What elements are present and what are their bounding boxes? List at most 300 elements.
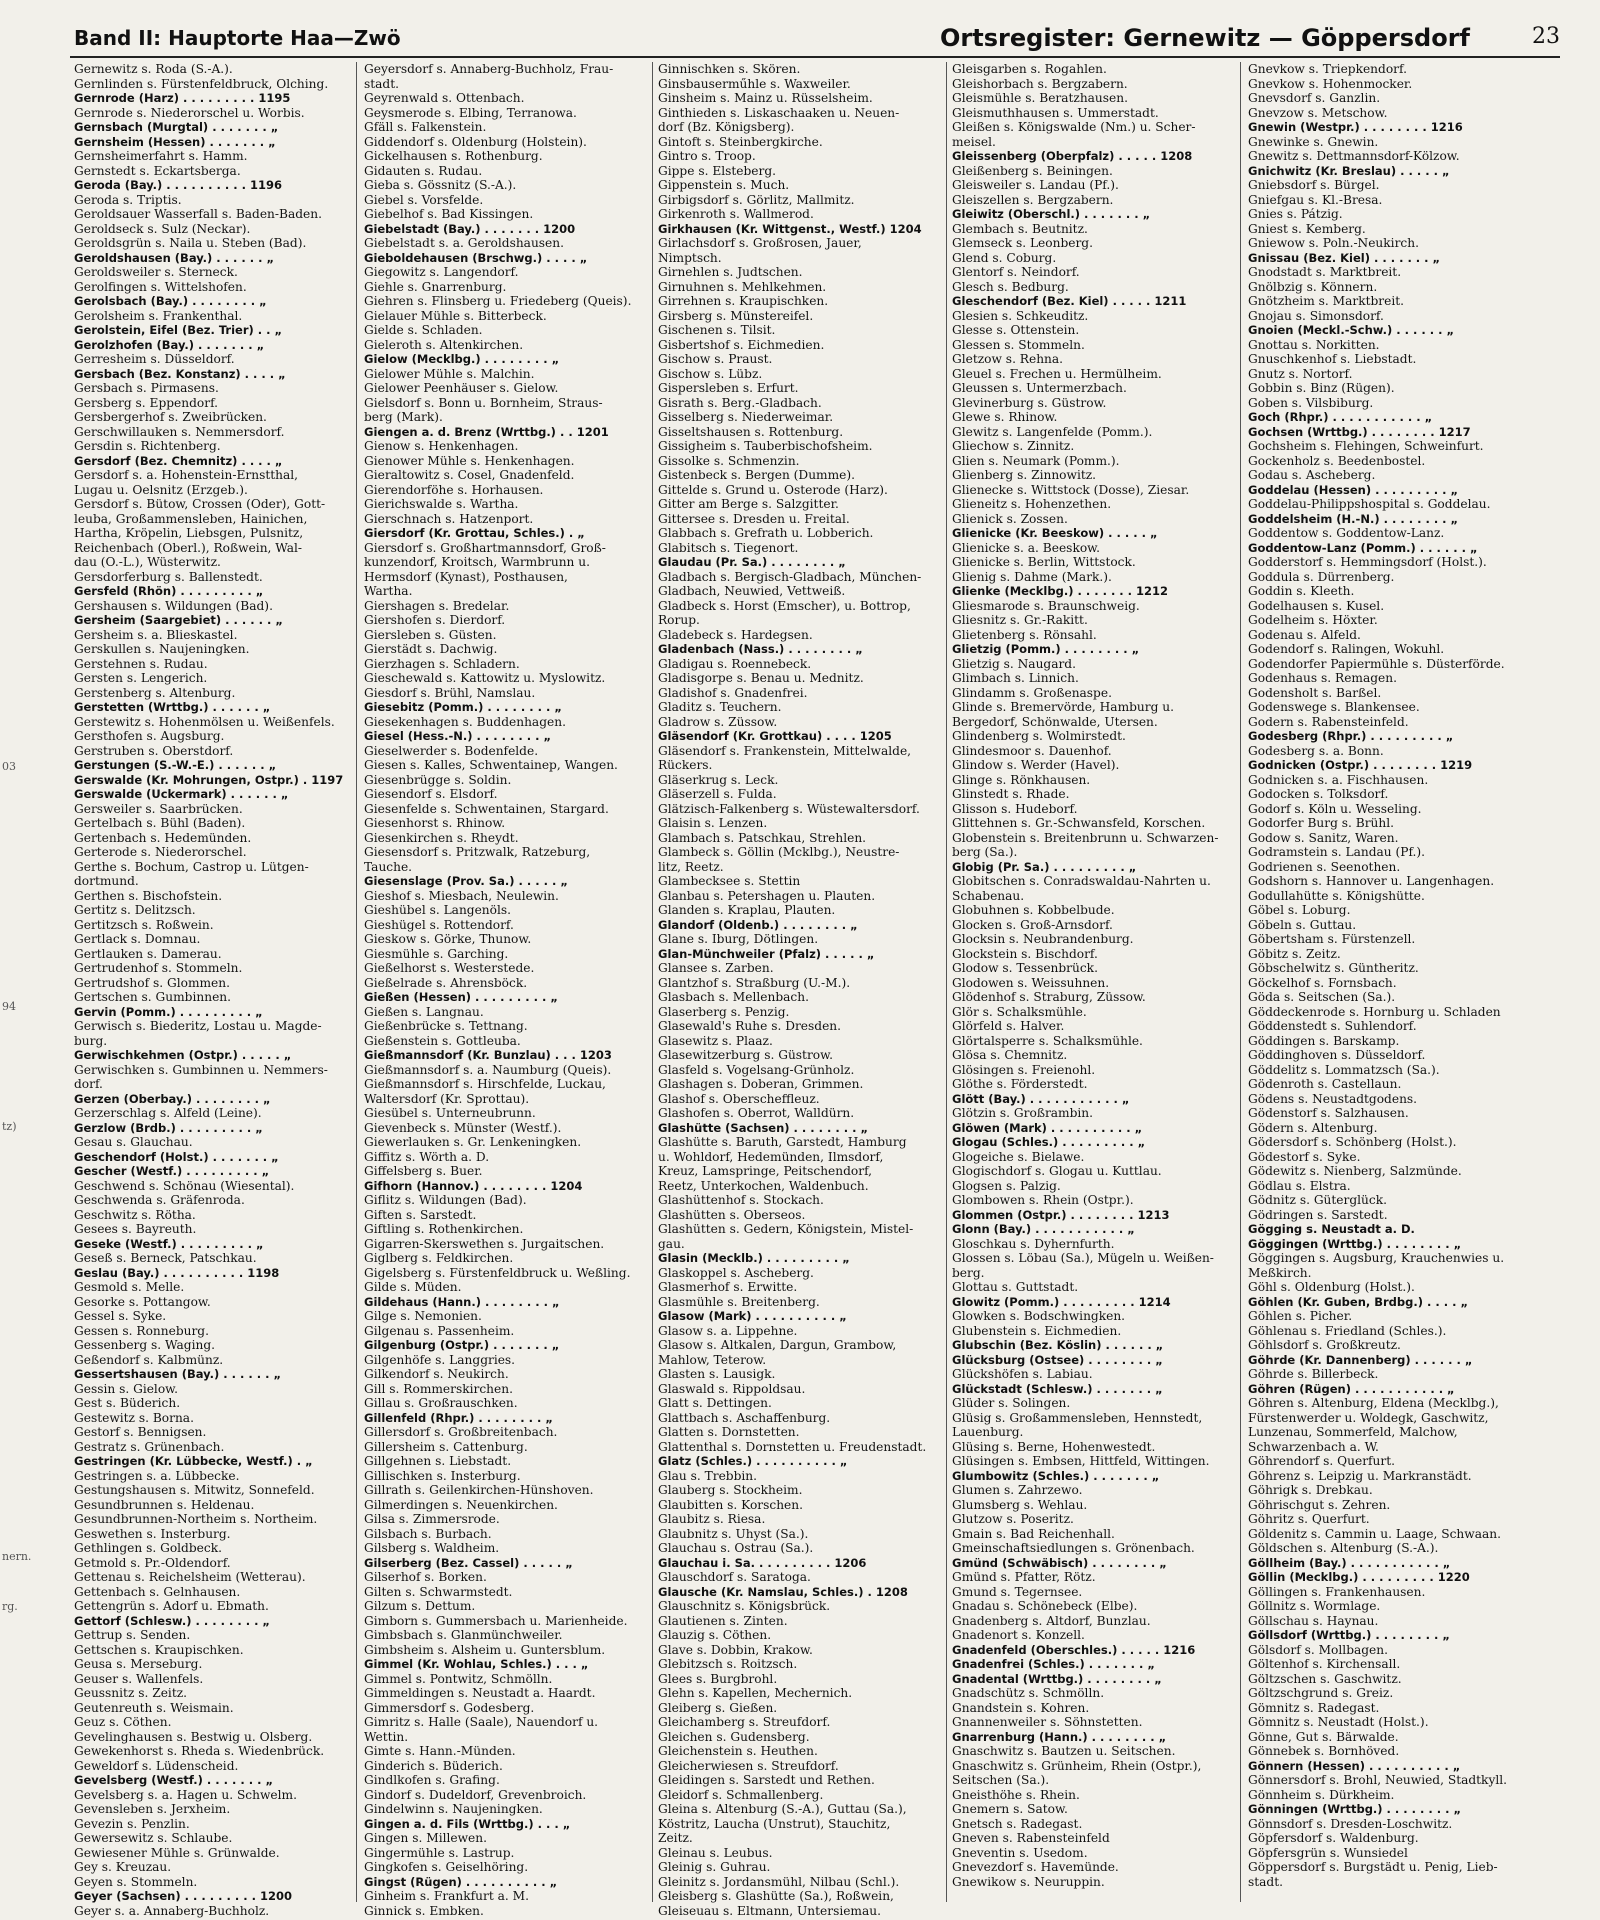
- register-entry: Göpfersgrün s. Wunsiedel: [1248, 1845, 1408, 1860]
- register-entry: Gfäll s. Falkenstein.: [364, 120, 487, 134]
- register-entry: Geyer s. a. Annaberg-Buchholz.: [74, 1903, 270, 1918]
- register-entry: Glambach s. Patschkau, Strehlen.: [658, 830, 867, 845]
- register-entry: Gnadenfeld (Oberschles.) . . . . . 1216: [952, 1642, 1196, 1657]
- register-entry: Gilkendorf s. Neukirch.: [364, 1367, 509, 1381]
- register-entry: Gest s. Büderich.: [74, 1396, 181, 1410]
- register-entry: Gerstewitz s. Hohenmölsen u. Weißenfels.: [74, 714, 335, 729]
- register-entry: Gieraltowitz s. Cosel, Gnadenfeld.: [364, 468, 575, 482]
- register-entry: Gesundbrunnen-Northeim s. Northeim.: [74, 1512, 318, 1526]
- register-entry: Godelhausen s. Kusel.: [1248, 598, 1385, 613]
- register-entry: dortmund.: [74, 874, 139, 888]
- register-entry: Köstritz, Laucha (Unstrut), Stauchitz,: [658, 1816, 891, 1831]
- register-entry: Geweldorf s. Lüdenscheid.: [74, 1758, 239, 1773]
- register-entry: Göggingen s. Augsburg, Krauchenwies u.: [1248, 1251, 1505, 1265]
- register-entry: dau (O.-L.), Wüsterwitz.: [74, 555, 221, 569]
- register-entry: Gnies s. Pátzig.: [1248, 207, 1343, 221]
- register-entry: Tauche.: [364, 859, 413, 874]
- register-entry: Gläsendorf s. Frankenstein, Mittelwalde,: [658, 743, 912, 758]
- register-entry: Gewiesener Mühle s. Grünwalde.: [74, 1845, 280, 1860]
- register-entry: Godensholt s. Barßel.: [1248, 685, 1382, 700]
- register-entry: Giebel s. Vorsfelde.: [364, 192, 484, 207]
- register-entry: Gernsheim (Hessen) . . . . . . . „: [74, 134, 276, 149]
- register-entry: Giegowitz s. Langendorf.: [364, 265, 519, 279]
- register-entry: Gienow s. Henkenhagen.: [364, 439, 519, 453]
- register-entry: Gleiberg s. Gießen.: [658, 1700, 778, 1715]
- register-entry: Gnadenort s. Konzell.: [952, 1628, 1085, 1642]
- register-entry: Göhrigk s. Drebkau.: [1248, 1483, 1373, 1497]
- register-entry: Glowitz (Pomm.) . . . . . . . . . 1214: [952, 1294, 1171, 1309]
- register-entry: Godendorfer Papiermühle s. Düsterförde.: [1248, 656, 1505, 671]
- register-entry: u. Wohldorf, Hedemünden, Ilmsdorf,: [658, 1149, 884, 1164]
- register-entry: Gleidorf s. Schmallenberg.: [658, 1787, 824, 1802]
- register-entry: Godow s. Sanitz, Waren.: [1248, 830, 1399, 845]
- register-entry: Gnötzheim s. Marktbreit.: [1248, 294, 1404, 308]
- register-entry: Zeitz.: [658, 1831, 693, 1845]
- register-entry: Gerskullen s. Naujeningken.: [74, 642, 250, 656]
- register-entry: Gobbin s. Binz (Rügen).: [1248, 381, 1395, 395]
- register-entry: Gnaschwitz s. Bautzen u. Seitschen.: [952, 1744, 1176, 1758]
- register-entry: Glienecke s. Wittstock (Dosse), Ziesar.: [952, 482, 1190, 497]
- register-entry: Glambeck s. Göllin (Mcklbg.), Neustre-: [658, 845, 900, 859]
- register-entry: Gochsheim s. Flehingen, Schweinfurt.: [1248, 439, 1484, 453]
- register-entry: Gesees s. Bayreuth.: [74, 1222, 197, 1236]
- register-entry: meisel.: [952, 134, 996, 149]
- register-entry: Glien s. Neumark (Pomm.).: [952, 453, 1120, 468]
- register-entry: Gevelinghausen s. Bestwig u. Olsberg.: [74, 1729, 313, 1744]
- register-entry: Göda s. Seitschen (Sa.).: [1248, 990, 1396, 1004]
- register-entry: Glumsberg s. Wehlau.: [952, 1497, 1088, 1512]
- register-entry: Gleuel s. Frechen u. Hermülheim.: [952, 366, 1162, 381]
- register-entry: Goddelsheim (H.-N.) . . . . . . . . „: [1248, 511, 1459, 526]
- register-entry: Gniest s. Kemberg.: [1248, 221, 1366, 236]
- register-entry: Glieneitz s. Hohenzethen.: [952, 497, 1112, 511]
- register-entry: Göldenitz s. Cammin u. Laage, Schwaan.: [1248, 1526, 1501, 1541]
- register-entry: Giersleben s. Güsten.: [364, 627, 497, 642]
- register-entry: Glaisin s. Lenzen.: [658, 816, 768, 830]
- register-entry: Glatt s. Dettingen.: [658, 1396, 772, 1410]
- register-entry: Gisselberg s. Niederweimar.: [658, 410, 834, 424]
- register-entry: Godnicken s. a. Fischhausen.: [1248, 772, 1429, 787]
- register-entry: Gernewitz s. Roda (S.-A.).: [74, 62, 233, 76]
- register-entry: Gersdorferburg s. Ballenstedt.: [74, 569, 263, 584]
- register-entry: leuba, Großammensleben, Hainichen,: [74, 511, 308, 526]
- margin-note: 94: [2, 1000, 16, 1013]
- register-entry: Glabitsch s. Tiegenort.: [658, 540, 799, 555]
- register-entry: Gingst (Rügen) . . . . . . . . . . „: [364, 1874, 558, 1889]
- register-entry: Gneven s. Rabensteinfeld: [952, 1831, 1110, 1845]
- register-entry: Gimbsheim s. Alsheim u. Guntersblum.: [364, 1642, 606, 1657]
- register-entry: Glasfeld s. Vogelsang-Grünholz.: [658, 1062, 855, 1077]
- volume-title: Band II: Hauptorte Haa—Zwö: [74, 26, 401, 50]
- register-entry: Glossen s. Löbau (Sa.), Mügeln u. Weißen-: [952, 1251, 1214, 1265]
- register-entry: Gertlack s. Domnau.: [74, 932, 201, 946]
- register-entry: Glückstadt (Schlesw.) . . . . . . . „: [952, 1381, 1163, 1396]
- register-entry: Glienick s. Zossen.: [952, 511, 1068, 526]
- register-entry: Glüder s. Solingen.: [952, 1396, 1071, 1410]
- register-entry: Gneisthöhe s. Rhein.: [952, 1787, 1080, 1802]
- register-entry: Glesse s. Ottenstein.: [952, 323, 1080, 337]
- register-entry: Glumbowitz (Schles.) . . . . . . . „: [952, 1468, 1160, 1483]
- register-entry: Glasin (Mecklb.) . . . . . . . . . „: [658, 1251, 850, 1265]
- register-entry: Gieba s. Gössnitz (S.-A.).: [364, 178, 517, 192]
- register-entry: Geßendorf s. Kalbmünz.: [74, 1352, 224, 1367]
- register-entry: Göddelitz s. Lommatzsch (Sa.).: [1248, 1062, 1440, 1077]
- register-entry: Gisseltshausen s. Rottenburg.: [658, 424, 844, 439]
- register-entry: Girlachsdorf s. Großrosen, Jauer,: [658, 236, 862, 250]
- register-entry: Glatten s. Dornstetten.: [658, 1425, 800, 1439]
- register-entry: Gleinig s. Guhrau.: [658, 1860, 771, 1874]
- register-entry: Gniefgau s. Kl.-Bresa.: [1248, 192, 1383, 207]
- register-entry: Gertrudshof s. Glommen.: [74, 975, 230, 990]
- register-entry: Godenswege s. Blankensee.: [1248, 700, 1420, 714]
- register-entry: Gessertshausen (Bay.) . . . . . . „: [74, 1367, 281, 1381]
- register-entry: Gladigau s. Roennebeck.: [658, 656, 812, 671]
- register-entry: Glogischdorf s. Glogau u. Kuttlau.: [952, 1164, 1162, 1178]
- register-entry: Gescher (Westf.) . . . . . . . . . „: [74, 1164, 270, 1178]
- register-title: Ortsregister: Gernewitz — Göppersdorf: [940, 24, 1470, 52]
- register-entry: Reichenbach (Oberl.), Roßwein, Wal-: [74, 540, 303, 555]
- register-entry: burg.: [74, 1033, 108, 1048]
- register-entry: Gerzen (Oberbay.) . . . . . . . . „: [74, 1091, 271, 1106]
- register-entry: Gillersheim s. Cattenburg.: [364, 1439, 528, 1454]
- register-entry: Gerstenberg s. Altenburg.: [74, 685, 236, 700]
- register-entry: Gerstruben s. Oberstdorf.: [74, 743, 234, 758]
- register-entry: Giersdorf s. Großhartmannsdorf, Groß-: [364, 540, 606, 555]
- register-entry: Göltzschgrund s. Greiz.: [1248, 1686, 1394, 1700]
- register-entry: Gerstetten (Wrttbg.) . . . . . . „: [74, 700, 271, 714]
- register-entry: Gessin s. Gielow.: [74, 1381, 179, 1396]
- register-entry: Gettorf (Schlesw.) . . . . . . . . „: [74, 1613, 270, 1628]
- register-entry: Göckelhof s. Fornsbach.: [1248, 975, 1397, 990]
- register-entry: Gesau s. Glauchau.: [74, 1135, 193, 1149]
- register-entry: Gnewin (Westpr.) . . . . . . . . 1216: [1248, 120, 1463, 134]
- register-entry: Glashütte s. Baruth, Garstedt, Hamburg: [658, 1135, 907, 1149]
- register-entry: Gliesnitz s. Gr.-Rakitt.: [952, 613, 1088, 627]
- register-entry: Glan-Münchweiler (Pfalz) . . . . . „: [658, 946, 875, 961]
- register-entry: Glittehnen s. Gr.-Schwansfeld, Korschen.: [952, 816, 1206, 830]
- register-entry: Gimmel s. Pontwitz, Schmölln.: [364, 1671, 553, 1686]
- register-entry: Geroldsauer Wasserfall s. Baden-Baden.: [74, 207, 322, 221]
- register-entry: Glashofen s. Oberrot, Walldürn.: [658, 1106, 855, 1120]
- register-entry: Gockenholz s. Beedenbostel.: [1248, 453, 1426, 468]
- register-entry: Reetz, Unterkochen, Waldenbuch.: [658, 1178, 869, 1193]
- register-entry: Girsberg s. Münstereifel.: [658, 308, 814, 323]
- register-entry: Gersthofen s. Augsburg.: [74, 729, 225, 743]
- register-entry: Godnicken (Ostpr.) . . . . . . . . 1219: [1248, 758, 1473, 772]
- register-entry: Glienicke s. Berlin, Wittstock.: [952, 555, 1136, 569]
- register-entry: Gerolstein, Eifel (Bez. Trier) . . „: [74, 323, 283, 337]
- register-entry: Glaserberg s. Penzig.: [658, 1004, 790, 1019]
- register-entry: Göhlsdorf s. Großkreutz.: [1248, 1338, 1401, 1352]
- register-entry: Gilsa s. Zimmersrode.: [364, 1512, 500, 1526]
- register-entry: Gestringen (Kr. Lübbecke, Westf.) . „: [74, 1454, 313, 1468]
- register-entry: Glasmühle s. Breitenberg.: [658, 1294, 820, 1309]
- register-entry: Gnewinke s. Gnewin.: [1248, 134, 1379, 149]
- register-entry: Göllsdorf (Wrttbg.) . . . . . . . . „: [1248, 1628, 1450, 1642]
- register-entry: Godshorn s. Hannover u. Langenhagen.: [1248, 874, 1495, 888]
- register-entry: Glansee s. Zarben.: [658, 961, 774, 975]
- margin-note: tz): [2, 1120, 17, 1133]
- register-entry: Geswethen s. Insterburg.: [74, 1526, 231, 1541]
- register-entry: Gielower Mühle s. Malchin.: [364, 366, 535, 381]
- register-entry: Glashütten s. Gedern, Königstein, Mistel-: [658, 1222, 914, 1236]
- register-entry: Gladbach, Neuwied, Vettweiß.: [658, 584, 846, 598]
- register-entry: Gleichenstein s. Heuthen.: [658, 1744, 818, 1758]
- register-entry: Glasow (Mark) . . . . . . . . . . „: [658, 1309, 847, 1323]
- register-entry: Glasmerhof s. Erwitte.: [658, 1280, 798, 1294]
- register-entry: Glauzig s. Cöthen.: [658, 1628, 772, 1642]
- register-entry: Glambecksee s. Stettin: [658, 874, 801, 888]
- register-entry: Göltzschen s. Gaschwitz.: [1248, 1671, 1402, 1686]
- register-entry: Gersten s. Lengerich.: [74, 671, 208, 685]
- register-entry: Glonn (Bay.) . . . . . . . . . . . „: [952, 1222, 1135, 1236]
- register-entry: Glessen s. Stommeln.: [952, 337, 1085, 352]
- register-entry: Glauschnitz s. Königsbrück.: [658, 1599, 831, 1613]
- register-entry: Goddelau (Hessen) . . . . . . . . . „: [1248, 482, 1459, 497]
- register-entry: Gieschewald s. Kattowitz u. Myslowitz.: [364, 671, 606, 685]
- register-entry: Gläserzell s. Fulda.: [658, 787, 777, 801]
- register-entry: Glogsen s. Palzig.: [952, 1178, 1061, 1193]
- register-entry: Gerstungen (S.-W.-E.) . . . . . . „: [74, 758, 277, 772]
- register-entry: Gerschwillauken s. Nemmersdorf.: [74, 424, 285, 439]
- register-entry: Glemseck s. Leonberg.: [952, 236, 1093, 250]
- register-entry: Gitter am Berge s. Salzgitter.: [658, 497, 839, 511]
- register-entry: Göddenstedt s. Suhlendorf.: [1248, 1019, 1417, 1033]
- register-entry: Glantzhof s. Straßburg (U.-M.).: [658, 975, 851, 990]
- register-entry: Gittersee s. Dresden u. Freital.: [658, 511, 850, 526]
- register-entry: Gevezin s. Penzlin.: [74, 1816, 190, 1831]
- register-entry: Schabenau.: [952, 888, 1025, 903]
- register-entry: Goch (Rhpr.) . . . . . . . . . . . „: [1248, 410, 1433, 424]
- register-entry: Hartha, Kröpelin, Liebsgen, Pulsnitz,: [74, 526, 304, 540]
- register-entry: Gersfeld (Rhön) . . . . . . . . . „: [74, 584, 264, 598]
- register-entry: Gevensleben s. Jerxheim.: [74, 1802, 231, 1816]
- register-entry: Gersbach s. Pirmasens.: [74, 381, 219, 395]
- register-entry: Gleißenberg s. Beiningen.: [952, 163, 1113, 178]
- register-entry: Gickelhausen s. Rothenburg.: [364, 149, 543, 163]
- register-entry: Glattbach s. Aschaffenburg.: [658, 1410, 831, 1425]
- register-entry: Schwarzenbach a. W.: [1248, 1439, 1379, 1454]
- register-entry: Glörtalsperre s. Schalksmühle.: [952, 1033, 1143, 1048]
- register-entry: Giesendorf s. Elsdorf.: [364, 787, 498, 801]
- register-entry: Gippenstein s. Much.: [658, 178, 790, 192]
- register-entry: Giesel (Hess.-N.) . . . . . . . . „: [364, 729, 552, 743]
- register-entry: Gindlkofen s. Grafing.: [364, 1773, 500, 1787]
- register-entry: Gnaschwitz s. Grünheim, Rhein (Ostpr.),: [952, 1758, 1202, 1773]
- register-entry: Gießmannsdorf (Kr. Bunzlau) . . . 1203: [364, 1048, 612, 1062]
- register-entry: Glasten s. Lausigk.: [658, 1367, 776, 1381]
- register-entry: Gindorf s. Dudeldorf, Grevenbroich.: [364, 1787, 587, 1802]
- register-entry: Glinde s. Bremervörde, Hamburg u.: [952, 700, 1174, 714]
- register-entry: Gnadschütz s. Schmölln.: [952, 1686, 1105, 1700]
- register-entry: Glösingen s. Freienohl.: [952, 1062, 1096, 1077]
- register-entry: Glausche (Kr. Namslau, Schles.) . 1208: [658, 1584, 908, 1599]
- register-entry: Glautienen s. Zinten.: [658, 1613, 788, 1628]
- register-entry: Gliechow s. Zinnitz.: [952, 439, 1075, 453]
- register-entry: Glasewitzerburg s. Güstrow.: [658, 1048, 833, 1062]
- register-entry: Göldschen s. Altenburg (S.-A.).: [1248, 1541, 1439, 1555]
- register-entry: Glebitzsch s. Roitzsch.: [658, 1657, 798, 1671]
- register-entry: Wartha.: [364, 584, 413, 598]
- register-entry: Glaubitten s. Korschen.: [658, 1497, 803, 1512]
- register-entry: Glashof s. Oberscheffleuz.: [658, 1091, 820, 1106]
- register-entry: Gettschen s. Kraupischken.: [74, 1642, 244, 1657]
- register-entry: Glockstein s. Bischdorf.: [952, 946, 1098, 961]
- register-entry: Godern s. Rabensteinfeld.: [1248, 714, 1409, 729]
- register-entry: Gersbach (Bez. Konstanz) . . . . „: [74, 366, 286, 381]
- register-entry: Geroldshausen (Bay.) . . . . . . „: [74, 250, 275, 265]
- register-entry: Gerswalde (Uckermark) . . . . . . „: [74, 787, 289, 801]
- register-entry: Gnewitz s. Dettmannsdorf-Kölzow.: [1248, 149, 1460, 163]
- register-entry: berg (Sa.).: [952, 845, 1018, 859]
- register-entry: Godrienen s. Seenothen.: [1248, 859, 1401, 874]
- register-entry: Gierzhagen s. Schladern.: [364, 656, 520, 671]
- register-entry: Gingermühle s. Lastrup.: [364, 1845, 515, 1860]
- register-entry: Gertitzsch s. Roßwein.: [74, 917, 214, 932]
- register-entry: Gieleroth s. Altenkirchen.: [364, 337, 524, 352]
- register-entry: Göhren (Rügen) . . . . . . . . . . . „: [1248, 1381, 1455, 1396]
- register-entry: Gießelrade s. Ahrensböck.: [364, 975, 528, 990]
- register-entry: Gleussen s. Untermerzbach.: [952, 381, 1127, 395]
- register-entry: Gläserkrug s. Leck.: [658, 772, 779, 787]
- register-entry: Gnutz s. Nortorf.: [1248, 366, 1353, 381]
- register-entry: Mahlow, Teterow.: [658, 1352, 767, 1367]
- register-entry: Rorup.: [658, 613, 700, 627]
- register-entry: Geroldsweiler s. Sterneck.: [74, 265, 238, 279]
- register-entry: Gneventin s. Usedom.: [952, 1845, 1088, 1860]
- register-entry: Gleinau s. Leubus.: [658, 1845, 773, 1860]
- register-entry: Gladrow s. Züssow.: [658, 714, 778, 729]
- register-entry: Gisrath s. Berg.-Gladbach.: [658, 395, 822, 410]
- register-entry: Gödestorf s. Syke.: [1248, 1149, 1361, 1164]
- register-entry: Gladishof s. Gnadenfrei.: [658, 685, 808, 700]
- register-entry: Gnewikow s. Neuruppin.: [952, 1874, 1105, 1889]
- register-entry: Geschendorf (Holst.) . . . . . . . „: [74, 1149, 279, 1164]
- register-entry: Gönnebek s. Bornhöved.: [1248, 1744, 1400, 1758]
- register-entry: Gifhorn (Hannov.) . . . . . . . . 1204: [364, 1178, 583, 1193]
- register-entry: Glücksburg (Ostsee) . . . . . . . . „: [952, 1352, 1163, 1367]
- register-entry: Glasbach s. Mellenbach.: [658, 990, 809, 1004]
- register-entry: Gintoft s. Steinbergkirche.: [658, 134, 823, 149]
- register-entry: Globuhnen s. Kobbelbude.: [952, 903, 1115, 917]
- register-entry: Glewitz s. Langenfelde (Pomm.).: [952, 424, 1153, 439]
- register-entry: Geyer (Sachsen) . . . . . . . . . 1200: [74, 1889, 292, 1903]
- register-entry: Glückshöfen s. Labiau.: [952, 1367, 1093, 1381]
- register-entry: Göllheim (Bay.) . . . . . . . . . . . „: [1248, 1555, 1451, 1570]
- register-entry: Gerterode s. Niederorschel.: [74, 845, 247, 859]
- register-entry: Gießen s. Langnau.: [364, 1004, 484, 1019]
- register-entry: Geseß s. Berneck, Patschkau.: [74, 1251, 257, 1265]
- register-entry: Göhlenau s. Friedland (Schles.).: [1248, 1323, 1447, 1338]
- register-entry: Gimmel (Kr. Wohlau, Schles.) . . . „: [364, 1657, 589, 1671]
- register-entry: Girnehlen s. Judtschen.: [658, 265, 803, 279]
- register-entry: Geusa s. Merseburg.: [74, 1657, 203, 1671]
- register-entry: Glindamm s. Großenaspe.: [952, 685, 1112, 700]
- register-entry: Glommen (Ostpr.) . . . . . . . . 1213: [952, 1207, 1170, 1222]
- register-entry: Godorf s. Köln u. Wesseling.: [1248, 801, 1422, 816]
- register-entry: Geyersdorf s. Annaberg-Buchholz, Frau-: [364, 62, 614, 76]
- register-entry: Glombowen s. Rhein (Ostpr.).: [952, 1193, 1134, 1207]
- register-entry: Gießenbrücke s. Tettnang.: [364, 1019, 528, 1033]
- register-entry: Gieskow s. Görke, Thunow.: [364, 932, 532, 946]
- register-entry: Gleschendorf (Bez. Kiel) . . . . . 1211: [952, 294, 1187, 308]
- register-entry: Gilserhof s. Borken.: [364, 1570, 487, 1584]
- register-entry: berg (Mark).: [364, 410, 443, 424]
- register-entry: Giesenkirchen s. Rheydt.: [364, 830, 519, 845]
- register-entry: Glöthe s. Förderstedt.: [952, 1077, 1088, 1091]
- register-entry: Gersheim (Saargebiet) . . . . . . „: [74, 613, 283, 627]
- register-entry: Geschwenda s. Gräfenroda.: [74, 1193, 245, 1207]
- register-entry: Gidauten s. Rudau.: [364, 163, 483, 178]
- register-entry: Gierichswalde s. Wartha.: [364, 497, 519, 511]
- register-entry: Göddinghoven s. Düsseldorf.: [1248, 1048, 1426, 1062]
- register-entry: Gestewitz s. Borna.: [74, 1410, 194, 1425]
- register-entry: Gielde s. Schladen.: [364, 323, 483, 337]
- register-entry: Gettenbach s. Gelnhausen.: [74, 1584, 241, 1599]
- register-entry: Gieshübel s. Langenöls.: [364, 903, 512, 917]
- register-entry: Gönnern (Hessen) . . . . . . . . . . „: [1248, 1758, 1461, 1773]
- register-entry: Giebelstadt s. a. Geroldshausen.: [364, 236, 564, 250]
- register-entry: Glutzow s. Poseritz.: [952, 1512, 1074, 1526]
- register-entry: Giewerlauken s. Gr. Lenkeningken.: [364, 1135, 582, 1149]
- register-entry: Gevelsberg s. a. Hagen u. Schwelm.: [74, 1787, 297, 1802]
- register-entry: Glienicke s. a. Beeskow.: [952, 540, 1101, 555]
- register-entry: kunzendorf, Kroitsch, Warmbrunn u.: [364, 555, 590, 569]
- register-entry: Glienberg s. Zinnowitz.: [952, 468, 1097, 482]
- register-entry: Godocken s. Tolksdorf.: [1248, 787, 1389, 801]
- register-entry: Gerolzhofen (Bay.) . . . . . . . „: [74, 337, 265, 352]
- register-entry: Glüsingen s. Embsen, Hittfeld, Wittingen.: [952, 1454, 1210, 1468]
- register-entry: Gigarren-Skerswethen s. Jurgaitschen.: [364, 1236, 605, 1251]
- register-entry: Gersbergerhof s. Zweibrücken.: [74, 410, 267, 424]
- register-entry: Glanbau s. Petershagen u. Plauten.: [658, 888, 876, 903]
- register-entry: Gippe s. Elsteberg.: [658, 163, 777, 178]
- register-entry: Göllin (Mecklbg.) . . . . . . . . . 1220: [1248, 1570, 1470, 1584]
- register-entry: Gönnsdorf s. Dresden-Loschwitz.: [1248, 1816, 1453, 1831]
- register-entry: Glinge s. Rönkhausen.: [952, 772, 1091, 787]
- register-entry: Gerwischkehmen (Ostpr.) . . . . . „: [74, 1048, 292, 1062]
- register-entry: Gierendorföhe s. Horhausen.: [364, 482, 544, 497]
- register-entry: Giesenfelde s. Schwentainen, Stargard.: [364, 801, 609, 816]
- register-entry: Göhrde s. Billerbeck.: [1248, 1367, 1379, 1381]
- register-entry: Gissolke s. Schmenzin.: [658, 453, 800, 468]
- register-entry: Geschwend s. Schönau (Wiesental).: [74, 1178, 295, 1193]
- register-entry: Globig (Pr. Sa.) . . . . . . . . . „: [952, 859, 1137, 874]
- register-entry: Gödens s. Neustadtgodens.: [1248, 1091, 1418, 1106]
- register-entry: Getmold s. Pr.-Oldendorf.: [74, 1555, 231, 1570]
- register-entry: Glocksin s. Neubrandenburg.: [952, 932, 1134, 946]
- register-entry: Ginsbauserműhle s. Waxweiler.: [658, 76, 851, 91]
- register-entry: Godramstein s. Landau (Pf.).: [1248, 845, 1426, 859]
- register-entry: Gödewitz s. Nienberg, Salzmünde.: [1248, 1164, 1462, 1178]
- register-entry: Gessen s. Ronneburg.: [74, 1323, 209, 1338]
- register-entry: Gnevkow s. Hohenmocker.: [1248, 76, 1413, 91]
- register-entry: Kreuz, Lamspringe, Peitschendorf,: [658, 1164, 873, 1178]
- register-entry: Gilde s. Müden.: [364, 1280, 462, 1294]
- register-entry: Gielow (Mecklbg.) . . . . . . . . „: [364, 352, 560, 366]
- register-entry: Geroda s. Triptis.: [74, 192, 182, 207]
- register-entry: Gladebeck s. Hardegsen.: [658, 627, 813, 642]
- register-entry: Glumen s. Zahrzewo.: [952, 1483, 1083, 1497]
- register-entry: Gleisberg s. Glashütte (Sa.), Roßwein,: [658, 1889, 894, 1903]
- register-entry: Glashüttenhof s. Stockach.: [658, 1193, 824, 1207]
- register-entry: Göllschau s. Haynau.: [1248, 1613, 1379, 1628]
- register-entry: Gerresheim s. Düsseldorf.: [74, 352, 235, 366]
- register-entry: Gildehaus (Hann.) . . . . . . . . „: [364, 1294, 560, 1309]
- column-divider: [946, 62, 947, 1902]
- register-entry: Gölsdorf s. Mollbagen.: [1248, 1642, 1388, 1657]
- register-entry: Glinstedt s. Rhade.: [952, 787, 1070, 801]
